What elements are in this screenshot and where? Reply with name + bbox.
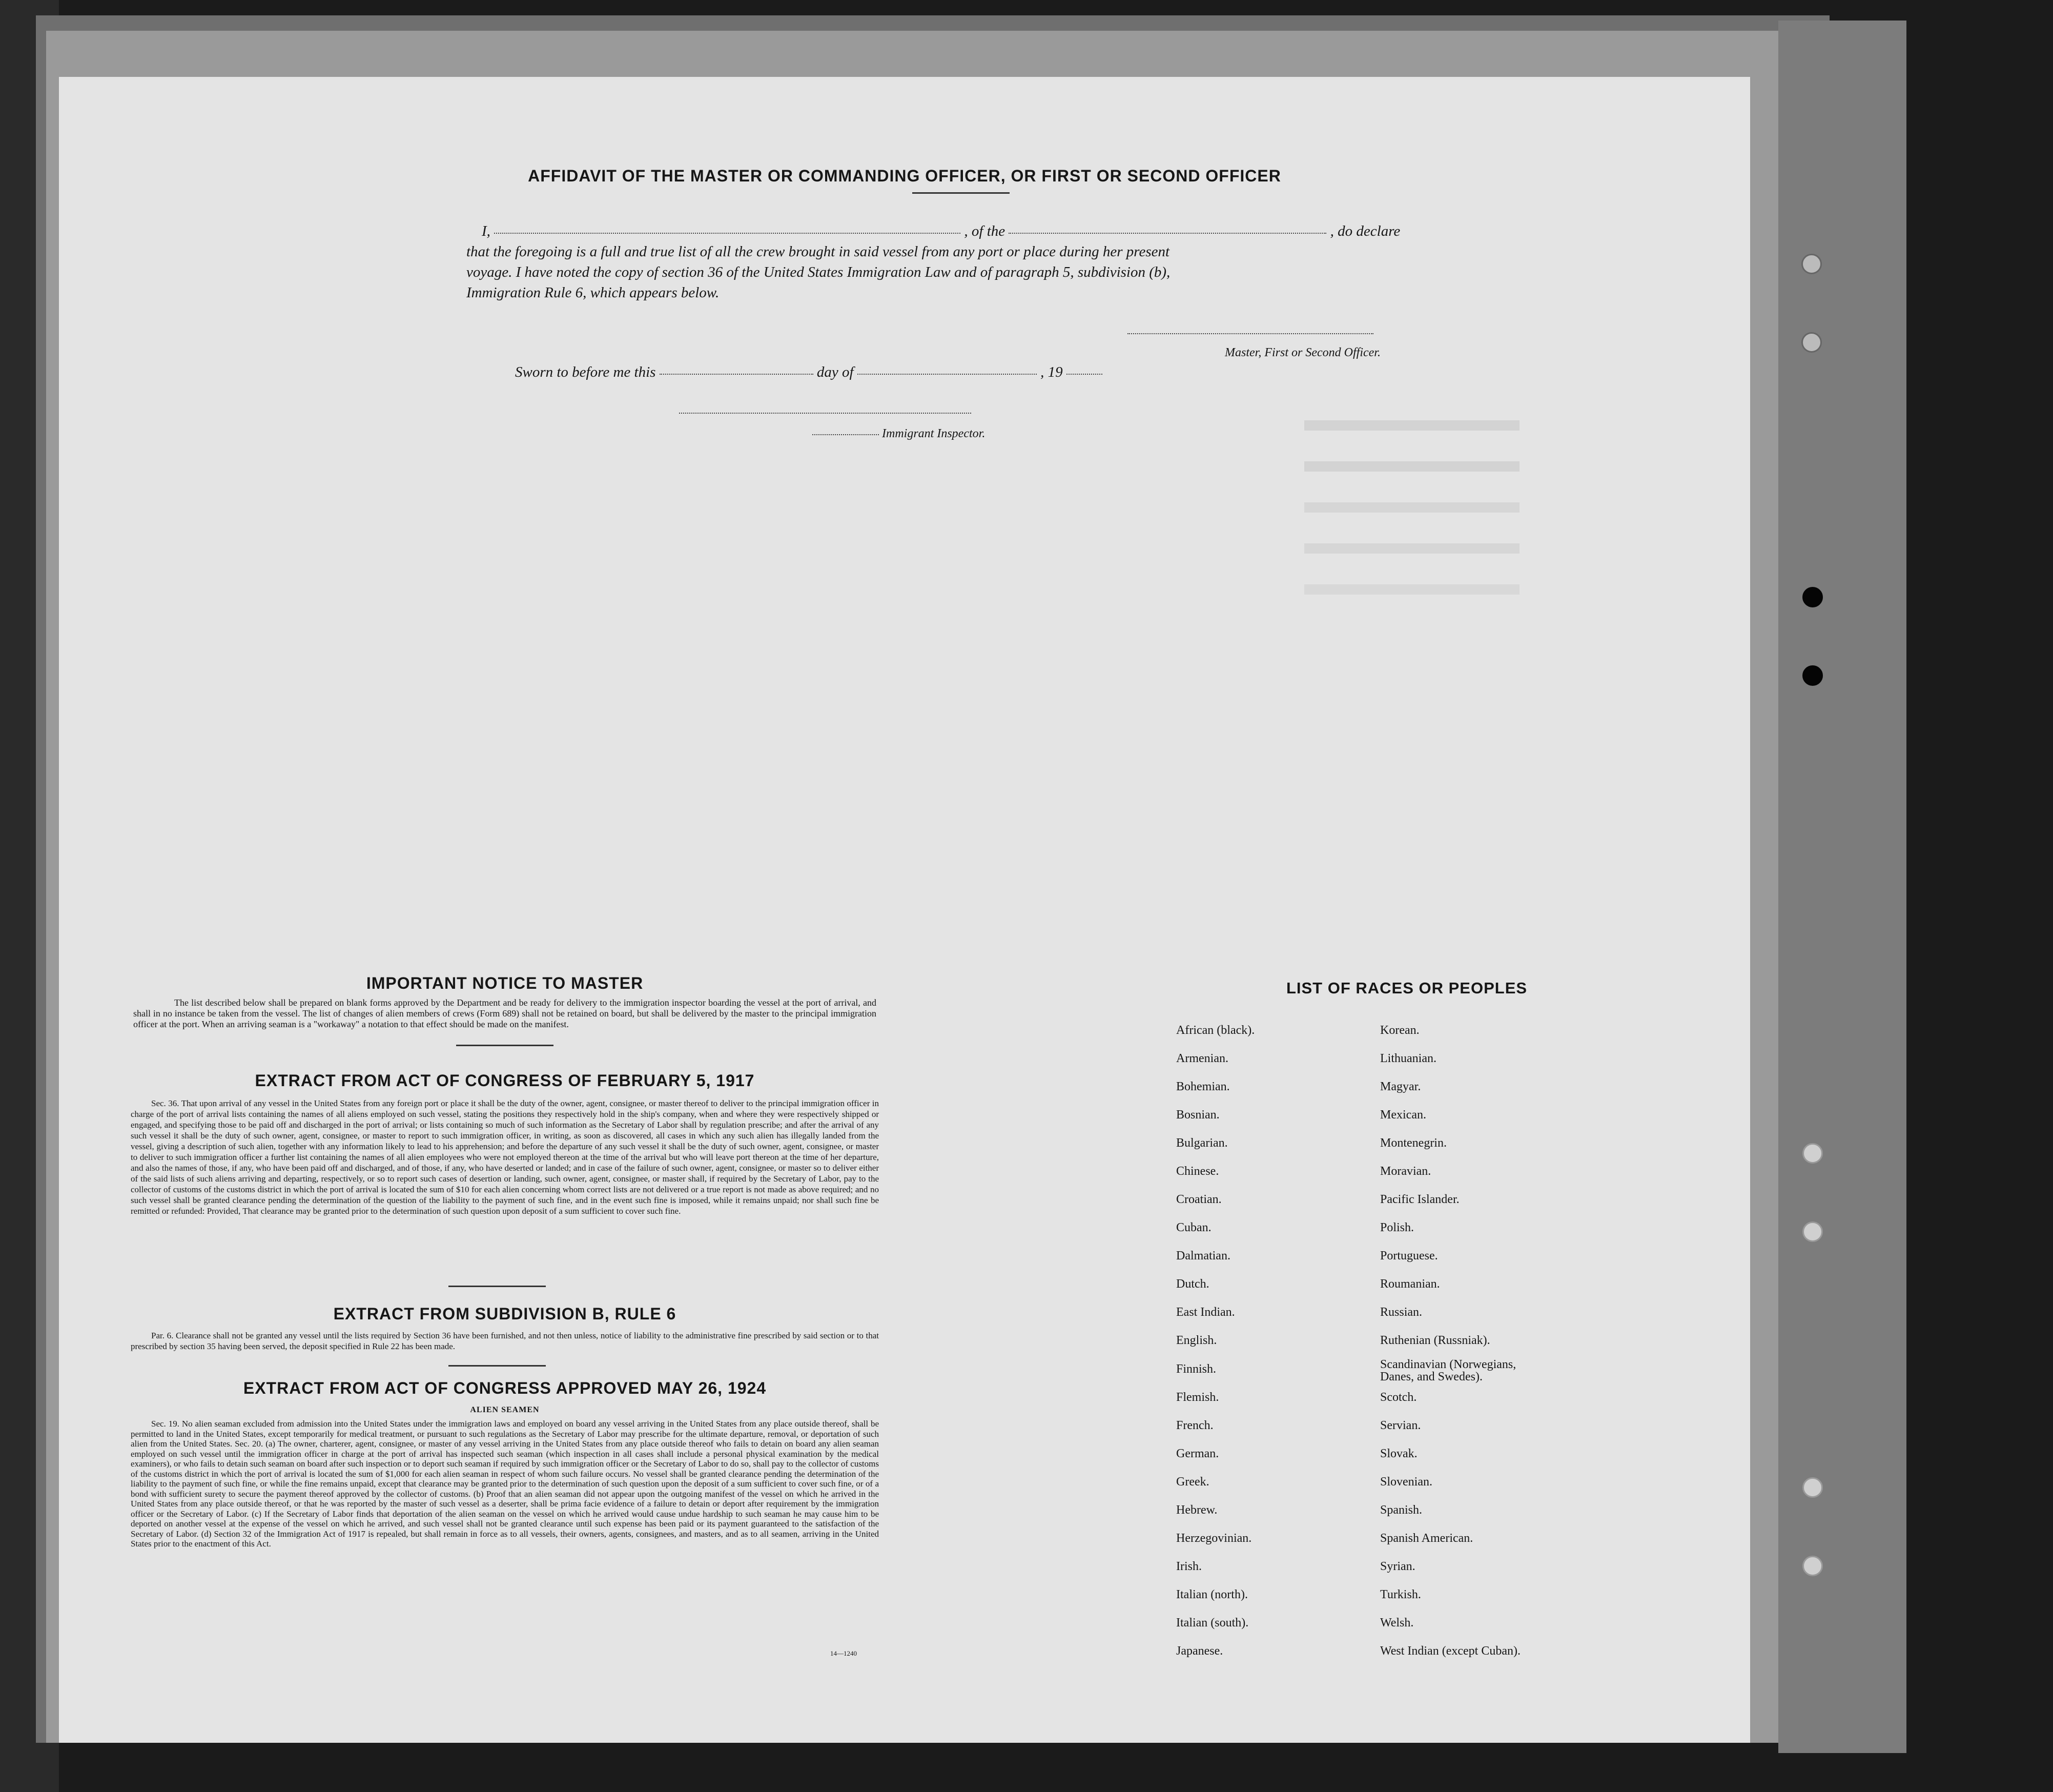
race-item: English.	[1176, 1334, 1217, 1347]
punch-hole	[1801, 254, 1822, 274]
affidavit-i: I,	[482, 223, 490, 239]
punch-hole	[1802, 1143, 1823, 1164]
inspector-blank	[812, 434, 879, 435]
race-item: Bohemian.	[1176, 1080, 1230, 1093]
inspector-label-wrap	[812, 427, 985, 441]
affidavit-line1	[482, 223, 1491, 240]
race-item: Welsh.	[1380, 1616, 1414, 1630]
form-number: 14—1240	[830, 1650, 857, 1657]
race-item: Hebrew.	[1176, 1503, 1218, 1517]
race-item: Slovenian.	[1380, 1475, 1432, 1489]
inspector-label: Immigrant Inspector.	[882, 427, 986, 440]
master-signature-line	[1127, 333, 1373, 334]
extract-1917-text: Sec. 36. That upon arrival of any vessel in the United States from any foreign port or place it shall be the duty of the owner, agent, consignee, or master thereof to deliver to the principal immigration officer in charge of the port of arrival lists containing the names of all aliens employed on such vessel, stating the positions they respectively hold in the ship's company, when and where they were respectively shipped or engaged, and specifying those to be paid off and discharged in the port of arrival; or lists containing so much of such information as the Secretary of Labor shall by regulation prescribe; and after the arrival of any such vessel it shall be the duty of such owner, agent, consignee, or master to report to such immigration officer, in writing, as soon as discovered, all cases in which any such alien has illegally landed from the vessel, giving a description of such alien, together with any information likely to lead to his apprehension; and before the departure of any such vessel it shall be the duty of such owner, agent, consignee, or master to deliver to such immigration officer a further list containing the names of all alien employees who were not employed thereon at the time of the arrival but who will leave port thereon at the time of her departure, and also the names of those, if any, who have been paid off and discharged, and of those, if any, who have deserted or landed; and in case of the failure of such owner, agent, consignee, or master so to deliver either of the said lists of such aliens arriving and departing, respectively, or so to report such cases of desertion or landing, such owner, agent, consignee, or master shall, if required by the Secretary of Labor, pay to the collector of customs of the customs district in which the port of arrival is located the sum of $10 for each alien concerning whom correct lists are not delivered or a true report is not made as above required; and no such vessel shall be granted clearance pending the determination of the question of the liability to the payment of such fine, and in the event such fine is imposed, while it remains unpaid; nor shall such fine be remitted or refunded: Provided, That clearance may be granted prior to the determination of such question upon deposit of a sum sufficient to cover such fine.	[131, 1098, 879, 1216]
race-item: Greek.	[1176, 1475, 1209, 1489]
race-item: Herzegovinian.	[1176, 1532, 1252, 1545]
day-of-text: day of	[816, 364, 854, 380]
punch-hole	[1802, 1556, 1823, 1576]
year-prefix: , 19	[1040, 364, 1063, 380]
affidavit-line3: voyage. I have noted the copy of section 36 of the United States Immigration Law and of paragraph 5, subdivision (b),	[466, 264, 1171, 280]
bleed-through-mark	[1304, 420, 1520, 431]
bleed-through-mark	[1304, 543, 1520, 554]
notice-divider	[456, 1045, 553, 1046]
race-item: Servian.	[1380, 1419, 1421, 1432]
bleed-through-mark	[1304, 584, 1520, 595]
race-item: Cuban.	[1176, 1221, 1212, 1234]
race-item: Spanish.	[1380, 1503, 1423, 1517]
race-item: Dalmatian.	[1176, 1249, 1230, 1262]
notice-text: The list described below shall be prepared on blank forms approved by the Department and be ready for delivery to the immigration inspector boarding the vessel at the port of arrival, and shall in no instance be taken from the vessel. The list of changes of alien members of crews (Form 689) shall not be retained on board, but shall be delivered by the master to the principal immigration officer at the port. When an arriving seaman is a "workaway" a notation to that effect should be made on the manifest.	[133, 997, 876, 1029]
race-item: African (black).	[1176, 1024, 1255, 1037]
affidavit-declare: , do declare	[1330, 223, 1401, 239]
punch-hole	[1802, 665, 1823, 686]
sworn-line	[515, 364, 1102, 381]
race-item: Mexican.	[1380, 1108, 1426, 1122]
punch-hole	[1802, 587, 1823, 607]
day-blank	[660, 374, 813, 375]
inspector-signature-line	[679, 413, 971, 414]
race-item: Pacific Islander.	[1380, 1193, 1460, 1206]
sworn-text: Sworn to before me this	[515, 364, 656, 380]
month-blank	[857, 374, 1037, 375]
notice-title: IMPORTANT NOTICE TO MASTER	[366, 974, 644, 992]
page-stack-edge	[1778, 21, 1906, 1753]
bleed-through-mark	[1304, 461, 1520, 472]
rule-6-text: Par. 6. Clearance shall not be granted any vessel until the lists required by Section 36 have been furnished, and not then unless, notice of liability to the administrative fine prescribed by said section or to that prescribed by section 35 having been served, the deposit specified in Rule 22 has been made.	[131, 1331, 879, 1351]
vessel-blank	[1009, 233, 1326, 234]
alien-seamen-subtitle: ALIEN SEAMEN	[470, 1406, 540, 1414]
punch-hole	[1802, 1477, 1823, 1498]
extract-1924-text: Sec. 19. No alien seaman excluded from admission into the United States under the immigration laws and employed on board any vessel arriving in the United States from any place outside thereof, shall be permitted to land in the United States, except temporarily for medical treatment, or pursuant to such regulations as the Secretary of Labor may prescribe for the ultimate departure, removal, or deportation of such alien from the United States. Sec. 20. (a) The owner, charterer, agent, consignee, or master of any vessel arriving in the United States from any place outside thereof who fails to detain on board any alien seaman employed on such vessel until the immigration officer in charge at the port of arrival has inspected such seaman (which inspection in all cases shall include a personal physical examination by the medical examiners), or who fails to detain such seaman on board after such inspection or to deport such seaman if required by such immigration officer or the Secretary of Labor to do so, shall pay to the collector of customs of the customs district in which the port of arrival is located the sum of $1,000 for each alien seaman in respect of whom such failure occurs. No vessel shall be granted clearance pending the determination of the liability to the payment of such fine, or while the fine remains unpaid, except that clearance may be granted prior to the determination of such question upon the deposit of a sum sufficient to cover such fine, or of a bond with sufficient surety to secure the payment thereof approved by the collector of customs. (b) Proof that an alien seaman did not appear upon the outgoing manifest of the vessel on which he arrived in the United States from any place outside thereof, or that he was reported by the master of such vessel as a deserter, shall be prima facie evidence of a failure to detain or deport after requirement by the immigration officer or the Secretary of Labor. (c) If the Secretary of Labor finds that deportation of the alien seaman on the vessel on which he arrived would cause undue hardship to such seaman he may cause him to be deported on another vessel at the expense of the vessel on which he arrived, and such vessel shall not be granted clearance until such expense has been paid or its payment guaranteed to the satisfaction of the Secretary of Labor. (d) Section 32 of the Immigration Act of 1917 is repealed, but shall remain in force as to all vessels, their owners, agents, consignees, and masters, and as to all seamen, arriving in the United States prior to the enactment of this Act.	[131, 1419, 879, 1549]
rule-6-divider	[448, 1365, 546, 1367]
affidavit-title: AFFIDAVIT OF THE MASTER OR COMMANDING OFFICER, OR FIRST OR SECOND OFFICER	[528, 167, 1281, 185]
race-item: Japanese.	[1176, 1644, 1223, 1658]
race-item: Russian.	[1380, 1306, 1423, 1319]
rule-6-title: EXTRACT FROM SUBDIVISION B, RULE 6	[333, 1305, 676, 1323]
race-item: Portuguese.	[1380, 1249, 1438, 1262]
race-item: Magyar.	[1380, 1080, 1421, 1093]
race-item: French.	[1176, 1419, 1214, 1432]
race-item: Irish.	[1176, 1560, 1202, 1573]
manifest-page	[59, 77, 1750, 1743]
race-item: Montenegrin.	[1380, 1136, 1447, 1150]
extract-1917-title: EXTRACT FROM ACT OF CONGRESS OF FEBRUARY 5, 1917	[255, 1071, 755, 1090]
race-item: Flemish.	[1176, 1391, 1219, 1404]
extract-1917-divider	[448, 1286, 546, 1287]
affidavit-line4: Immigration Rule 6, which appears below.	[466, 284, 720, 301]
race-item: Turkish.	[1380, 1588, 1421, 1601]
punch-hole	[1802, 1221, 1823, 1242]
race-item: Italian (south).	[1176, 1616, 1249, 1630]
race-item: Spanish American.	[1380, 1532, 1473, 1545]
master-signature-label: Master, First or Second Officer.	[1225, 346, 1381, 359]
race-item: West Indian (except Cuban).	[1380, 1644, 1521, 1658]
race-item: Finnish.	[1176, 1362, 1217, 1376]
race-item: East Indian.	[1176, 1306, 1235, 1319]
race-item: Lithuanian.	[1380, 1052, 1436, 1065]
name-blank	[494, 233, 960, 234]
race-item: Scandinavian (Norwegians, Danes, and Swedes).	[1380, 1358, 1516, 1383]
race-item: Syrian.	[1380, 1560, 1415, 1573]
race-item: Korean.	[1380, 1024, 1420, 1037]
title-divider	[912, 192, 1010, 194]
race-item: Slovak.	[1380, 1447, 1418, 1460]
race-item: Moravian.	[1380, 1165, 1431, 1178]
race-item: Bulgarian.	[1176, 1136, 1228, 1150]
race-item: Chinese.	[1176, 1165, 1219, 1178]
race-item: Armenian.	[1176, 1052, 1228, 1065]
race-item: Ruthenian (Russniak).	[1380, 1334, 1490, 1347]
race-item: Scotch.	[1380, 1391, 1417, 1404]
affidavit-of-the: , of the	[964, 223, 1005, 239]
race-item: Italian (north).	[1176, 1588, 1248, 1601]
extract-1924-title: EXTRACT FROM ACT OF CONGRESS APPROVED MAY 26, 1924	[243, 1379, 767, 1397]
affidavit-line2: that the foregoing is a full and true list of all the crew brought in said vessel from any port or place during her present	[466, 243, 1170, 260]
race-item: Bosnian.	[1176, 1108, 1220, 1122]
races-title: LIST OF RACES OR PEOPLES	[1286, 979, 1528, 997]
race-item: Dutch.	[1176, 1277, 1209, 1291]
year-blank	[1066, 374, 1102, 375]
race-item: Croatian.	[1176, 1193, 1222, 1206]
race-item: German.	[1176, 1447, 1219, 1460]
race-item: Roumanian.	[1380, 1277, 1440, 1291]
bleed-through-mark	[1304, 502, 1520, 513]
race-item: Polish.	[1380, 1221, 1414, 1234]
punch-hole	[1801, 332, 1822, 353]
